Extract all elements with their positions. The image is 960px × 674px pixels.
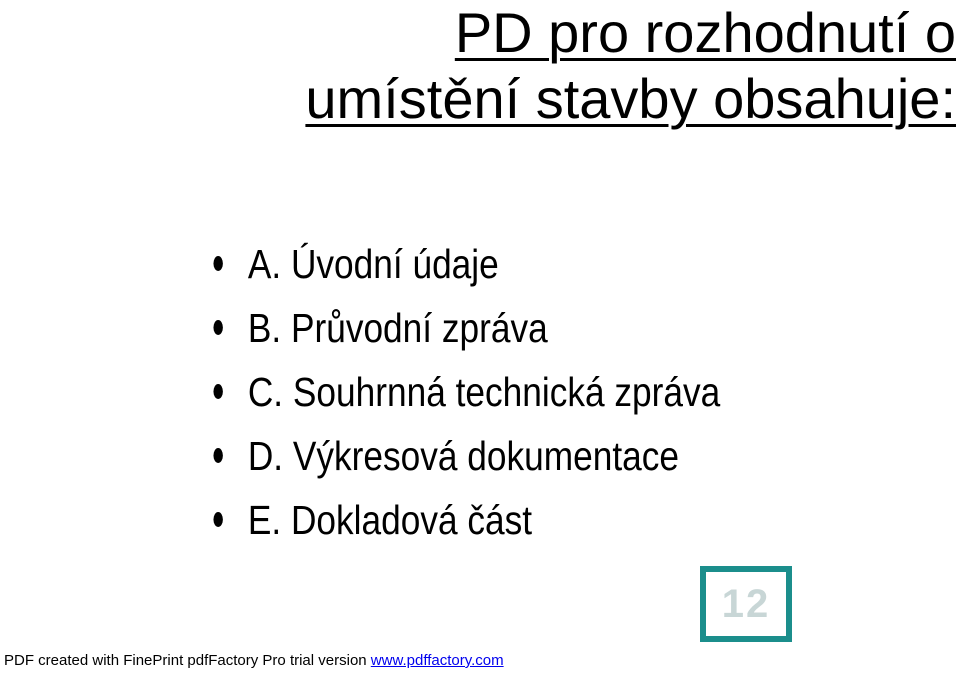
- list-item-text: D. Výkresová dokumentace: [247, 433, 680, 479]
- content-list: [210, 236, 803, 556]
- title-line-1: PD pro rozhodnutí o: [454, 1, 956, 64]
- bullet-icon: [213, 256, 222, 271]
- pdf-footer: [4, 652, 504, 670]
- list-item-text: B. Průvodní zpráva: [247, 305, 548, 351]
- list-item-text: E. Dokladová část: [247, 497, 533, 543]
- list-item-text: A. Úvodní údaje: [247, 241, 499, 287]
- title-line-2: umístění stavby obsahuje:: [305, 67, 956, 130]
- bullet-icon: [213, 512, 222, 527]
- bullet-icon: [213, 384, 222, 399]
- list-item: [210, 364, 720, 428]
- footer-link[interactable]: www.pdffactory.com: [370, 652, 504, 669]
- list-item: [210, 428, 720, 492]
- list-item: [210, 236, 720, 300]
- list-item: [210, 492, 720, 556]
- list-item: [210, 300, 720, 364]
- bullet-icon: [213, 320, 222, 335]
- bullet-icon: [213, 448, 222, 463]
- page-number: 12: [721, 581, 771, 626]
- footer-text: PDF created with FinePrint pdfFactory Pro trial version: [4, 652, 371, 669]
- slide-title: [196, 0, 956, 132]
- list-item-text: C. Souhrnná technická zpráva: [247, 369, 721, 415]
- page-number-box: [700, 566, 792, 642]
